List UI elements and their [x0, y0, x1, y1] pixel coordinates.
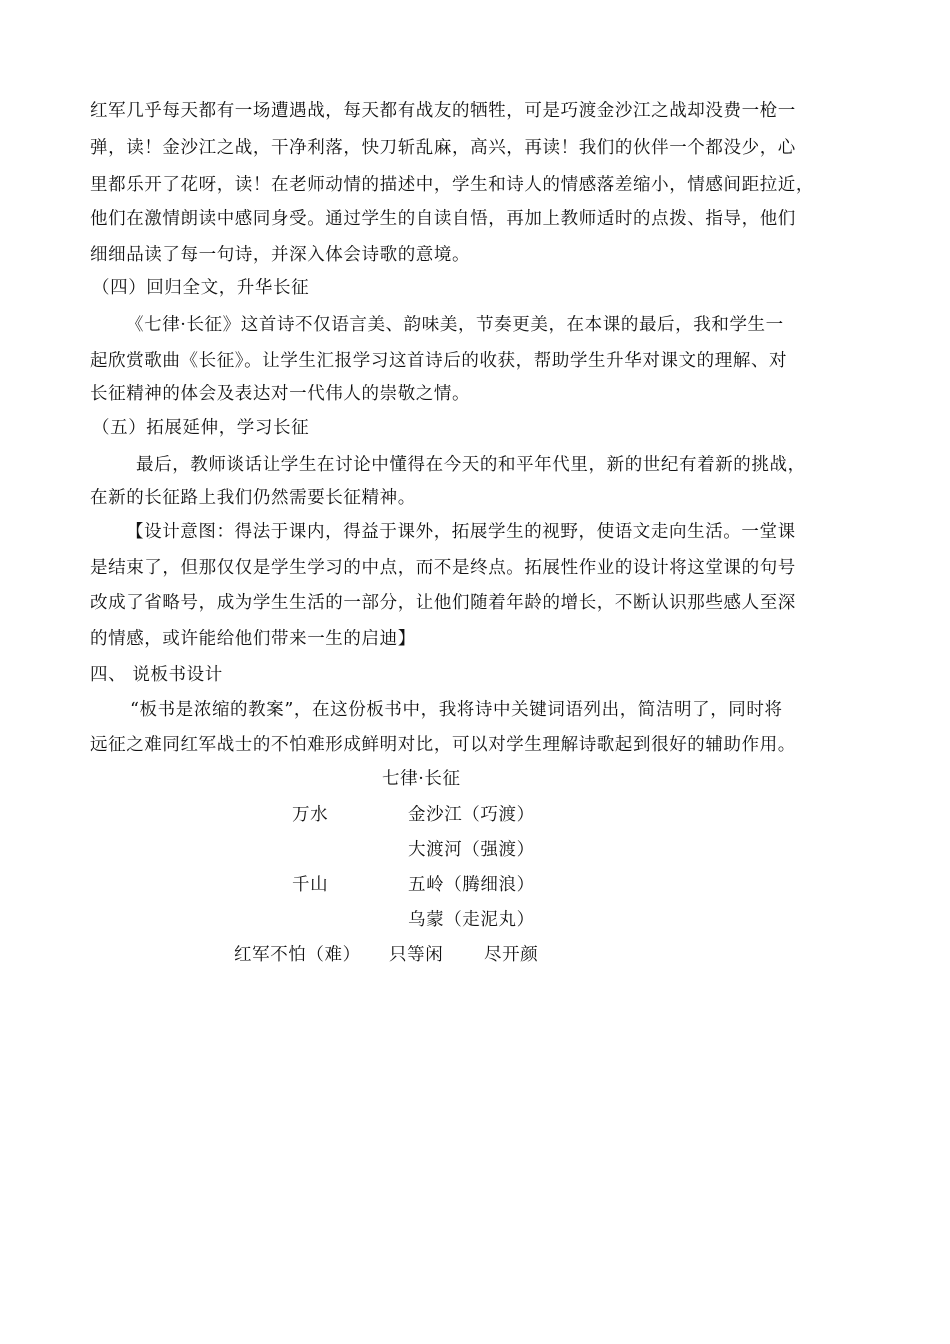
paragraph-line: 在新的长征路上我们仍然需要长征精神。: [90, 488, 416, 508]
blackboard-title: 七律·长征: [382, 769, 461, 789]
paragraph-line: 他们在激情朗读中感同身受。通过学生的自读自悟，再加上教师适时的点拨、指导，他们: [90, 209, 796, 229]
blackboard-label: 千山: [292, 875, 329, 895]
section-heading: （四）回归全文，升华长征: [92, 278, 310, 298]
design-intent-line: 的情感，或许能给他们带来一生的启迪】: [90, 629, 416, 649]
part-heading: 四、 说板书设计: [90, 665, 223, 685]
paragraph-line: 弹，读！金沙江之战，干净利落，快刀斩乱麻，高兴，再读！我们的伙伴一个都没少，心: [90, 138, 796, 158]
paragraph-line: 红军几乎每天都有一场遭遇战，每天都有战友的牺牲，可是巧渡金沙江之战却没费一枪一: [90, 101, 796, 121]
blackboard-summary: 红军不怕（难）: [234, 945, 361, 965]
paragraph-line: 《七律·长征》这首诗不仅语言美、韵味美，节奏更美，在本课的最后，我和学生一: [126, 315, 784, 335]
section-heading: （五）拓展延伸，学习长征: [92, 418, 310, 438]
paragraph-line: 细细品读了每一句诗，并深入体会诗歌的意境。: [90, 245, 471, 265]
blackboard-item: 乌蒙（走泥丸）: [408, 910, 535, 930]
paragraph-line: 长征精神的体会及表达对一代伟人的崇敬之情。: [90, 384, 471, 404]
paragraph-line: 最后，教师谈话让学生在讨论中懂得在今天的和平年代里，新的世纪有着新的挑战，: [136, 455, 806, 475]
blackboard-item: 大渡河（强渡）: [408, 840, 535, 860]
blackboard-label: 万水: [292, 805, 329, 825]
design-intent-line: 是结束了，但那仅仅是学生学习的中点，而不是终点。拓展性作业的设计将这堂课的句号: [90, 558, 796, 578]
paragraph-line: 里都乐开了花呀，读！在老师动情的描述中，学生和诗人的情感落差缩小，情感间距拉近，: [90, 175, 814, 195]
design-intent-line: 改成了省略号，成为学生生活的一部分，让他们随着年龄的增长，不断认识那些感人至深: [90, 593, 796, 613]
blackboard-summary: 只等闲: [389, 945, 444, 965]
paragraph-line: 远征之难同红军战士的不怕难形成鲜明对比，可以对学生理解诗歌起到很好的辅助作用。: [90, 735, 796, 755]
design-intent-line: 【设计意图：得法于课内，得益于课外，拓展学生的视野，使语文走向生活。一堂课: [126, 522, 796, 542]
blackboard-item: 五岭（腾细浪）: [408, 875, 535, 895]
blackboard-summary: 尽开颜: [484, 945, 539, 965]
blackboard-item: 金沙江（巧渡）: [408, 805, 535, 825]
paragraph-line: “板书是浓缩的教案”，在这份板书中，我将诗中关键词语列出，简洁明了，同时将: [130, 700, 783, 720]
paragraph-line: 起欣赏歌曲《长征》。让学生汇报学习这首诗后的收获，帮助学生升华对课文的理解、对: [90, 351, 788, 371]
